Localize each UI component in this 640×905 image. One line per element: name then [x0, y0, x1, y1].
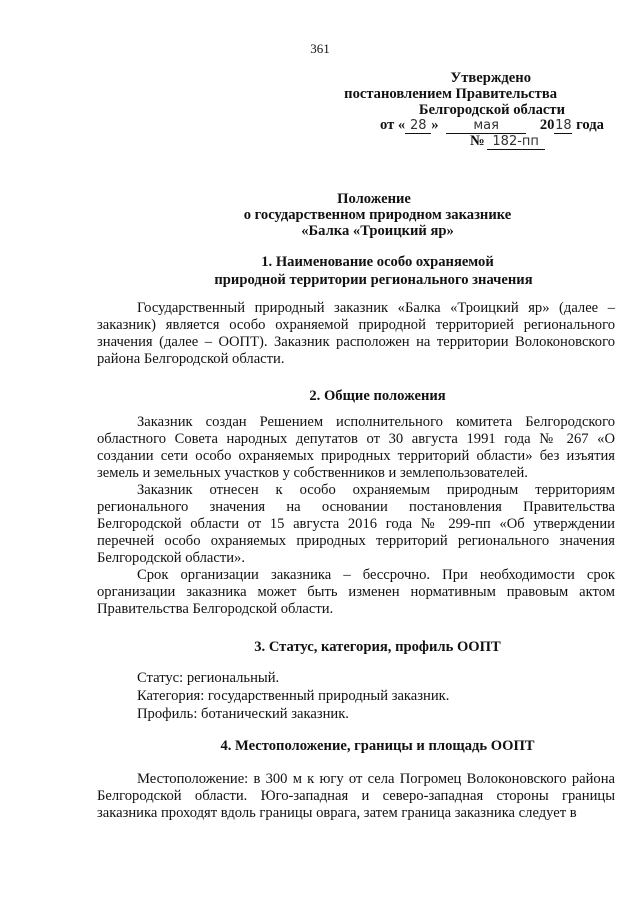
- page-number: 361: [310, 41, 330, 56]
- document-title-line-3: «Балка «Троицкий яр»: [301, 223, 454, 239]
- section-4-heading: 4. Местоположение, границы и площадь ООПТ: [220, 738, 535, 754]
- approval-number: [470, 133, 545, 150]
- date-year-suffix: 18: [555, 118, 572, 133]
- date-suffix: года: [576, 117, 604, 133]
- section-2-body: [97, 414, 615, 618]
- section-2-paragraph-1: Заказник создан Решением исполнительного комитета Белгородского областного Совета народных депутатов от 30 августа 1991 года № 267 «О создании сети особо охраняемых природных территорий области» без изъятия земель и земельных участков у собственников и землепользователей.: [97, 414, 615, 481]
- date-day: 28: [405, 119, 431, 134]
- document-title-line-2: о государственном природном заказнике: [243, 207, 512, 223]
- section-1-body: [97, 300, 615, 368]
- section-2-heading: 2. Общие положения: [309, 388, 446, 404]
- approval-line-2: постановлением Правительства: [344, 86, 557, 102]
- date-month: мая: [446, 119, 526, 134]
- section-4-body: [97, 771, 615, 822]
- number-value: 182-пп: [487, 135, 545, 150]
- section-1-heading-line-2: природной территории регионального значения: [214, 272, 533, 288]
- section-3-heading: 3. Статус, категория, профиль ООПТ: [254, 639, 501, 655]
- section-1-heading-line-1: 1. Наименование особо охраняемой: [261, 254, 494, 270]
- date-mid: »: [431, 117, 439, 133]
- section-3-category: Категория: государственный природный заказник.: [137, 688, 450, 704]
- number-prefix: №: [470, 133, 485, 149]
- document-title-line-1: Положение: [337, 191, 411, 207]
- approval-line-3: Белгородской области: [418, 102, 565, 118]
- date-prefix: от «: [380, 117, 406, 133]
- section-4-paragraph: Местоположение: в 300 м к югу от села Погромец Волоконовского района Белгородской области. Юго-западная и северо-западная стороны границы заказника проходят вдоль границы оврага, затем граница заказника следует в: [97, 771, 615, 821]
- section-2-paragraph-3: Срок организации заказника – бессрочно. При необходимости срок организации заказника может быть изменен нормативным правовым актом Правительства Белгородской области.: [97, 567, 615, 617]
- section-3-status: Статус: региональный.: [137, 670, 280, 686]
- section-2-paragraph-2: Заказник отнесен к особо охраняемым природным территориям регионального значения на основании постановления Правительства Белгородской области от 15 августа 2016 года № 299-пп «Об утверждении перечней особо охраняемых природных территорий регионального значения Белгородской области».: [97, 482, 615, 566]
- section-3-profile: Профиль: ботанический заказник.: [137, 706, 349, 722]
- approval-line-1: Утверждено: [450, 70, 531, 86]
- date-year-prefix: 20: [539, 117, 555, 133]
- approval-date: [380, 117, 604, 134]
- section-1-paragraph: Государственный природный заказник «Балка «Троицкий яр» (далее – заказник) является особо охраняемой природной территорией регионального значения (далее – ООПТ). Заказник расположен на территории Волоконовского района Белгородской области.: [97, 300, 615, 367]
